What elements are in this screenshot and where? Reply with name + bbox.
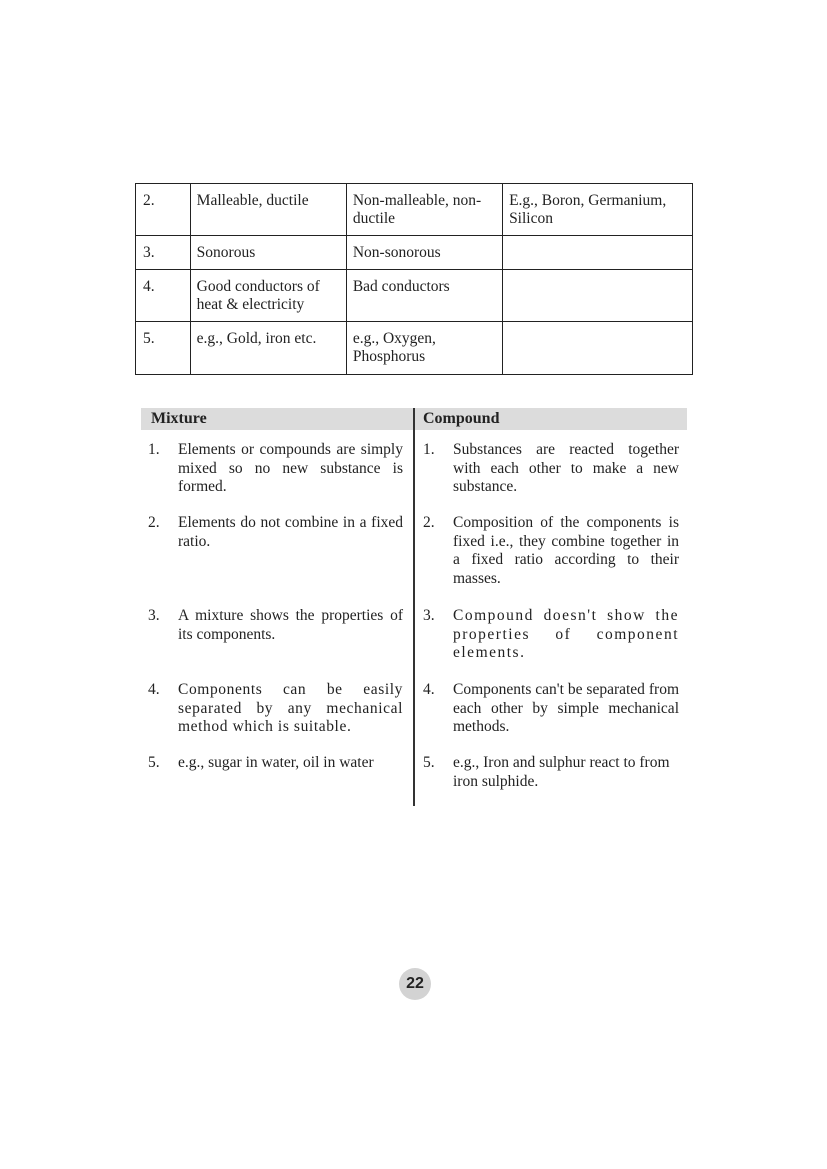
item-text: Components can be easily separated by any mechanical method which is suitable. — [178, 681, 403, 735]
item-text: e.g., sugar in water, oil in water — [178, 754, 374, 771]
column-divider — [413, 408, 415, 806]
table-row — [136, 270, 693, 322]
item-text: Elements or compounds are simply mixed so no new substance is formed. — [178, 441, 403, 495]
item-number: 1. — [423, 441, 435, 458]
table-cell: Non-sonorous — [346, 236, 502, 270]
table-cell: 3. — [136, 236, 191, 270]
item-number: 4. — [148, 681, 160, 698]
table-cell: e.g., Gold, iron etc. — [190, 322, 346, 375]
page-number: 22 — [399, 968, 431, 1000]
item-number: 1. — [148, 441, 160, 458]
item-number: 4. — [423, 681, 435, 698]
item-text: e.g., Iron and sulphur react to from iron sulphide. — [453, 754, 670, 790]
table-cell — [503, 322, 693, 375]
table-cell: 2. — [136, 184, 191, 236]
item-number: 3. — [148, 607, 160, 624]
table-cell: Sonorous — [190, 236, 346, 270]
table-cell: Non-malleable, non-ductile — [346, 184, 502, 236]
table-cell — [503, 270, 693, 322]
table-cell: 4. — [136, 270, 191, 322]
item-number: 2. — [148, 514, 160, 531]
item-text: Elements do not combine in a fixed ratio. — [178, 514, 403, 550]
item-number: 5. — [423, 754, 435, 771]
item-number: 3. — [423, 607, 435, 624]
table-cell: Bad conductors — [346, 270, 502, 322]
item-text: Compound doesn't show the properties of component elements. — [453, 607, 679, 661]
table-cell: e.g., Oxygen, Phosphorus — [346, 322, 502, 375]
item-number: 2. — [423, 514, 435, 531]
mixture-heading: Mixture — [151, 410, 207, 427]
item-text: Substances are reacted together with each other to make a new substance. — [453, 441, 679, 495]
item-number: 5. — [148, 754, 160, 771]
table-row — [136, 184, 693, 236]
item-text: A mixture shows the properties of its components. — [178, 607, 403, 643]
item-text: Composition of the components is fixed i.e., they combine together in a fixed ratio according to their masses. — [453, 514, 679, 587]
table-cell — [503, 236, 693, 270]
table-cell: Good conductors of heat & electricity — [190, 270, 346, 322]
table-cell: Malleable, ductile — [190, 184, 346, 236]
item-text: Components can't be separated from each other by simple mechanical methods. — [453, 681, 679, 735]
table-cell: 5. — [136, 322, 191, 375]
table-cell: E.g., Boron, Germanium, Silicon — [503, 184, 693, 236]
properties-table — [135, 183, 693, 375]
mixture-compound-comparison — [141, 408, 687, 806]
table-row — [136, 322, 693, 375]
compound-heading: Compound — [423, 410, 500, 427]
table-row — [136, 236, 693, 270]
